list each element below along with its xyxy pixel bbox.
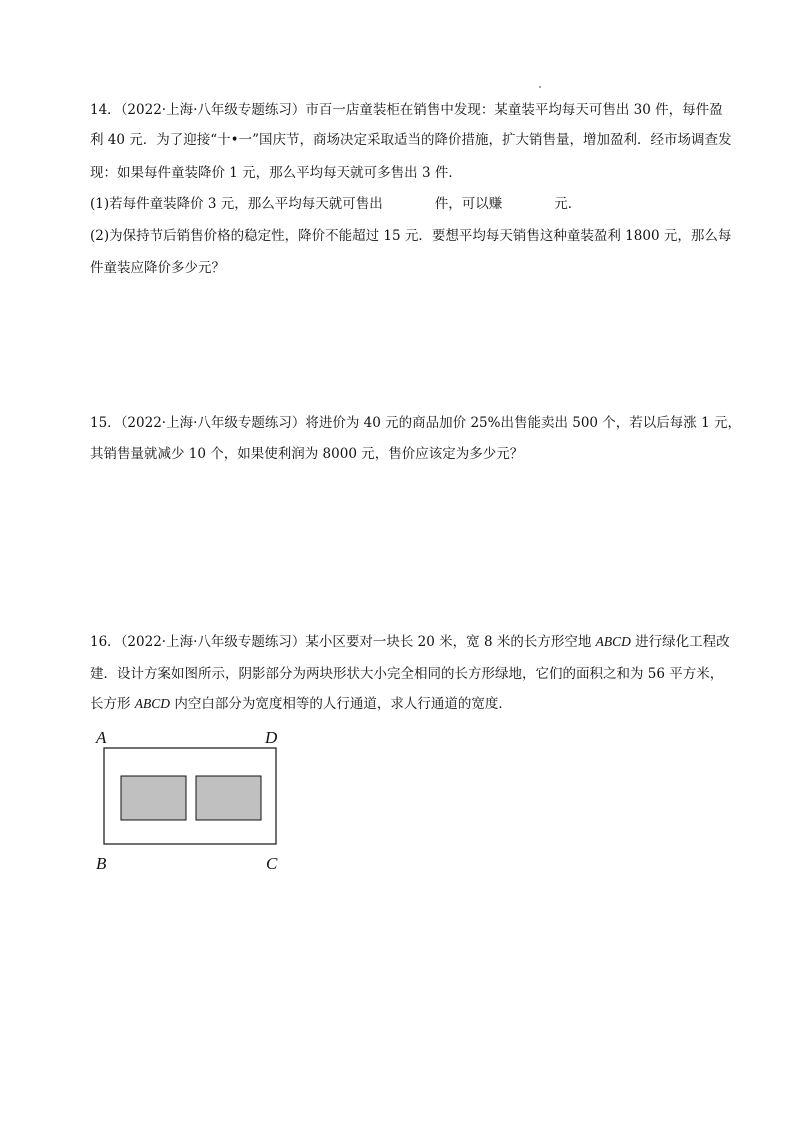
problem-14-source: （2022·上海·八年级专题练习） xyxy=(120,102,306,118)
problem-14-question-1 xyxy=(90,194,581,214)
problem-16-line-2: 建．设计方案如图所示，阴影部分为两块形状大小完全相同的长方形绿地，它们的面积之和为 56 平方米， xyxy=(90,666,724,682)
rectangle-figure-svg xyxy=(90,725,290,875)
problem-16-line-1 xyxy=(90,632,730,652)
problem-16-number: 16． xyxy=(90,634,121,650)
problem-15-line-1 xyxy=(90,413,741,433)
problem-16-text-1b: 进行绿化工程改 xyxy=(630,634,730,650)
vertex-label-d: D xyxy=(265,728,278,747)
problem-14-line-3: 现：如果每件童装降价 1 元，那么平均每天就可多售出 3 件． xyxy=(90,165,462,181)
problem-16-text-1a: 某小区要对一块长 20 米，宽 8 米的长方形空地 xyxy=(305,634,596,650)
page-mark-dot xyxy=(539,86,541,88)
vertex-label-c: C xyxy=(266,854,278,873)
problem-16-text-3b: 内空白部分为宽度相等的人行通道，求人行通道的宽度． xyxy=(170,696,512,712)
vertex-label-a: A xyxy=(96,728,107,747)
problem-14-question-2-line-1: (2)为保持节后销售价格的稳定性，降价不能超过 15 元．要想平均每天销售这种童装盈利 1800 元，那么每 xyxy=(90,228,732,244)
problem-14-number: 14． xyxy=(90,102,121,118)
q1-text-c: 元． xyxy=(554,196,582,212)
problem-16-abcd-1: ABCD xyxy=(595,634,631,649)
q1-text-a: (1)若每件童装降价 3 元，那么平均每天就可售出 xyxy=(90,196,383,212)
problem-16-source: （2022·上海·八年级专题练习） xyxy=(120,634,306,650)
problem-15-line-2: 其销售量就减少 10 个，如果使利润为 8000 元，售价应该定为多少元？ xyxy=(90,446,524,462)
problem-16-abcd-2: ABCD xyxy=(134,696,171,711)
problem-15-number: 15． xyxy=(90,415,121,431)
problem-14-line-2: 利 40 元．为了迎接“十•一”国庆节，商场决定采取适当的降价措施，扩大销售量，增加盈利．经市场调查发 xyxy=(90,132,732,148)
problem-15-source: （2022·上海·八年级专题练习） xyxy=(120,415,306,431)
vertex-label-b: B xyxy=(96,854,107,873)
problem-16-text-3a: 长方形 xyxy=(90,696,135,712)
problem-14-line-1 xyxy=(90,100,723,120)
problem-16-line-3 xyxy=(90,694,512,714)
problem-14-question-2-line-2: 件童装应降价多少元？ xyxy=(90,260,225,276)
problem-15-text-1: 将进价为 40 元的商品加价 25%出售能卖出 500 个，若以后每涨 1 元， xyxy=(305,415,741,431)
problem-14-text-1: 市百一店童装柜在销售中发现：某童装平均每天可售出 30 件，每件盈 xyxy=(305,102,723,118)
shaded-lawn-left xyxy=(121,776,186,820)
q1-text-b: 件，可以赚 xyxy=(434,196,503,212)
rectangle-figure xyxy=(90,725,290,875)
shaded-lawn-right xyxy=(196,776,261,820)
